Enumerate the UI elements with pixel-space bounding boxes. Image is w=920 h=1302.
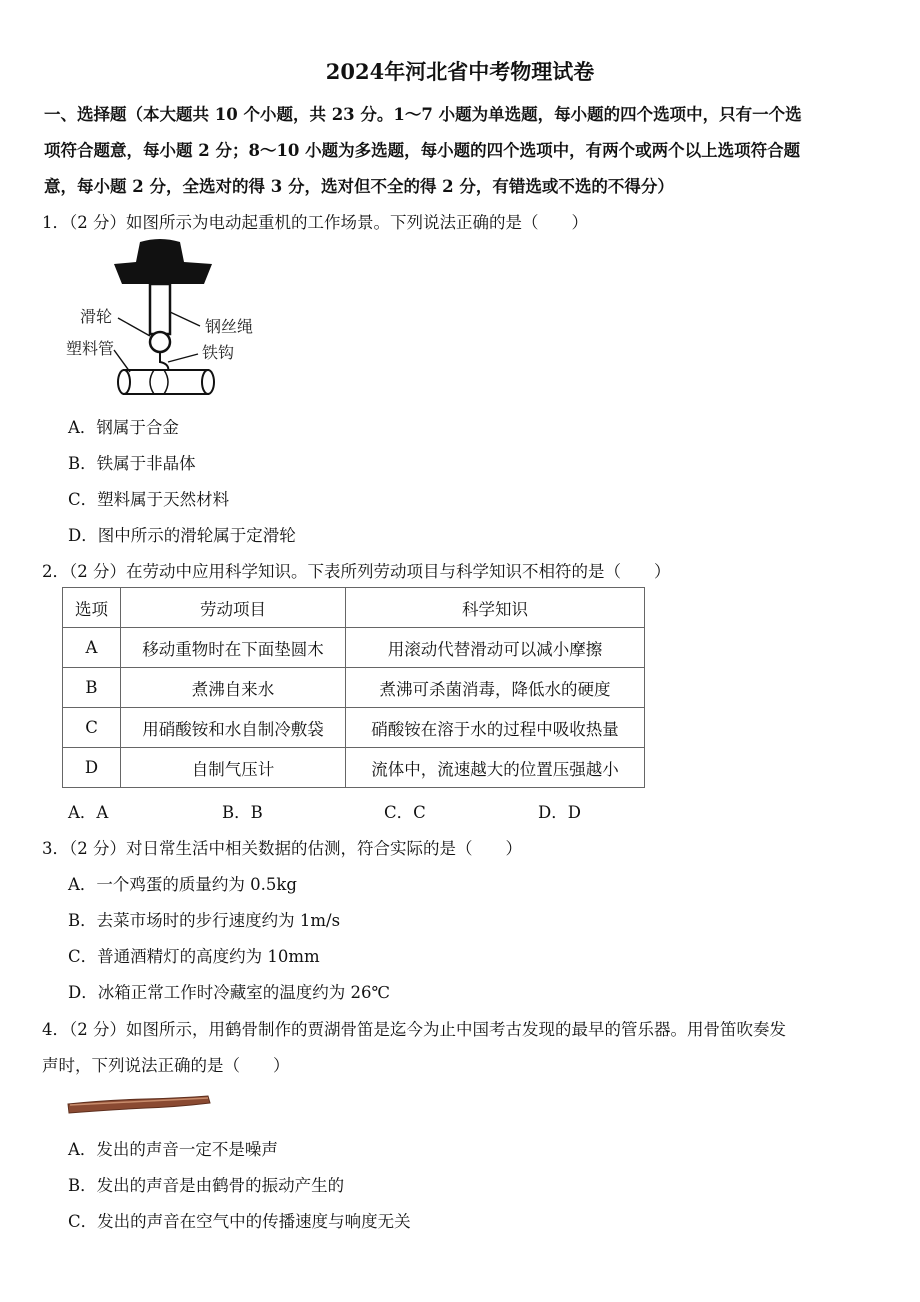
question-3-stem: 3．（2 分）对日常生活中相关数据的估测，符合实际的是（ ）: [42, 839, 522, 858]
table-header-cell: 选项: [63, 588, 121, 628]
section-instructions-line2: 项符合题意，每小题 2 分；8～10 小题为多选题，每小题的四个选项中，有两个或两个以上选项符合题: [44, 141, 801, 160]
question-3-option-c: C．普通酒精灯的高度约为 10mm: [68, 947, 320, 966]
question-2-stem: 2．（2 分）在劳动中应用科学知识。下表所列劳动项目与科学知识不相符的是（ ）: [42, 562, 671, 581]
question-2-option-a: A．A: [68, 803, 109, 822]
table-header-row: [63, 588, 645, 628]
table-header-cell: 劳动项目: [121, 588, 346, 628]
table-cell: B: [63, 668, 121, 708]
section-instructions-line1: 一、选择题（本大题共 10 个小题，共 23 分。1～7 小题为单选题，每小题的四个选项中，只有一个选: [44, 105, 802, 124]
table-row: [63, 628, 645, 668]
table-header-cell: 科学知识: [346, 588, 645, 628]
question-1-stem: 1．（2 分）如图所示为电动起重机的工作场景。下列说法正确的是（ ）: [42, 213, 588, 232]
table-cell: 流体中，流速越大的位置压强越小: [346, 748, 645, 788]
table-row: [63, 708, 645, 748]
question-1-option-b: B．铁属于非晶体: [68, 454, 196, 473]
label-pipe: 塑料管: [66, 339, 115, 358]
table-cell: 用滚动代替滑动可以减小摩擦: [346, 628, 645, 668]
question-2-table: [62, 587, 645, 788]
question-2-option-b: B．B: [222, 803, 263, 822]
bone-flute-figure: [66, 1088, 212, 1122]
table-cell: A: [63, 628, 121, 668]
table-cell: 硝酸铵在溶于水的过程中吸收热量: [346, 708, 645, 748]
label-hook: 铁钩: [202, 343, 235, 362]
table-row: [63, 748, 645, 788]
label-rope: 钢丝绳: [205, 317, 254, 336]
table-cell: 移动重物时在下面垫圆木: [121, 628, 346, 668]
page-title: 2024年河北省中考物理试卷: [325, 59, 595, 84]
table-cell: C: [63, 708, 121, 748]
question-4-option-a: A．发出的声音一定不是噪声: [68, 1140, 278, 1159]
question-3-option-b: B．去菜市场时的步行速度约为 1m/s: [68, 911, 341, 930]
question-3-option-a: A．一个鸡蛋的质量约为 0.5kg: [68, 875, 297, 894]
question-4-option-c: C．发出的声音在空气中的传播速度与响度无关: [68, 1212, 411, 1231]
table-cell: D: [63, 748, 121, 788]
question-1-option-d: D．图中所示的滑轮属于定滑轮: [68, 526, 296, 545]
question-3-option-d: D．冰箱正常工作时冷藏室的温度约为 26℃: [68, 983, 390, 1002]
question-2-option-c: C．C: [384, 803, 426, 822]
question-1-option-a: A．钢属于合金: [68, 418, 179, 437]
table-row: [63, 668, 645, 708]
section-instructions-line3: 意，每小题 2 分，全选对的得 3 分，选对但不全的得 2 分，有错选或不选的不得分）: [44, 177, 674, 196]
crane-figure: [60, 238, 280, 408]
table-cell: 煮沸可杀菌消毒，降低水的硬度: [346, 668, 645, 708]
table-cell: 煮沸自来水: [121, 668, 346, 708]
question-4-stem-line2: 声时，下列说法正确的是（ ）: [42, 1056, 290, 1075]
question-4-option-b: B．发出的声音是由鹤骨的振动产生的: [68, 1176, 345, 1195]
label-pulley: 滑轮: [80, 307, 113, 326]
table-cell: 用硝酸铵和水自制冷敷袋: [121, 708, 346, 748]
table-cell: 自制气压计: [121, 748, 346, 788]
question-1-option-c: C．塑料属于天然材料: [68, 490, 230, 509]
question-4-stem-line1: 4．（2 分）如图所示，用鹤骨制作的贾湖骨笛是迄今为止中国考古发现的最早的管乐器。用骨笛吹奏发: [42, 1020, 786, 1039]
question-2-option-d: D．D: [538, 803, 581, 822]
